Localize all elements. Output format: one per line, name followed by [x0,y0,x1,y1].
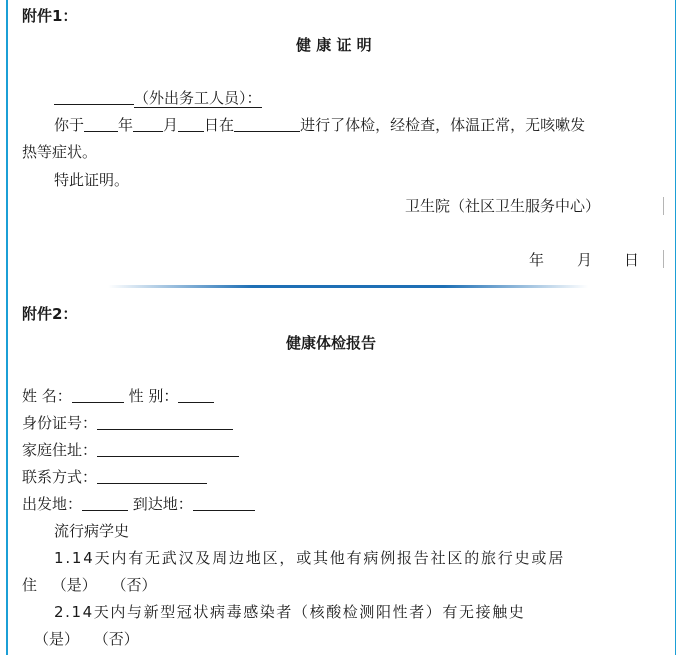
exam-year-word: 年 [118,116,134,134]
exam-result-text: 进行了体检，经检查，体温正常，无咳嗽发 [300,116,586,134]
attachment2-label: 附件2： [22,305,78,323]
id-line [22,412,233,433]
id-blank [97,414,233,430]
address-label: 家庭住址： [22,441,98,459]
id-label: 身份证号： [22,414,98,432]
contact-blank [97,468,207,484]
exam-month-word: 月 [163,116,179,134]
closing-text: 特此证明。 [54,171,130,189]
exam-sentence-continued: 热等症状。 [22,143,98,161]
frame-left-border [6,0,8,655]
margin-tick [663,250,664,268]
contact-label: 联系方式： [22,468,98,486]
route-line [22,493,255,514]
from-blank [82,495,128,511]
issuer-text: 卫生院（社区卫生服务中心） [405,197,601,215]
date-year: 年 [529,251,545,269]
exam-you-at: 你于 [54,116,85,134]
day-blank [178,116,204,132]
margin-tick [663,197,664,215]
address-line [22,439,239,460]
date-line [529,249,639,270]
question1-line2: 住 （是） （否） [22,576,157,594]
section-divider [108,285,588,288]
address-blank [97,441,239,457]
name-gender-line [22,385,214,406]
gender-blank [178,387,214,403]
frame-right-border [675,0,676,655]
epidemiology-heading: 流行病学史 [54,522,130,540]
addressee-suffix: （外出务工人员）： [134,89,262,107]
year-blank [84,116,118,132]
name-label: 姓 名： [22,387,72,405]
question2-line2: （是） （否） [34,630,139,648]
from-label: 出发地： [22,495,83,513]
name-blank [72,387,124,403]
addressee-line [54,87,262,108]
date-month: 月 [577,251,593,269]
month-blank [133,116,163,132]
date-day: 日 [624,251,640,269]
place-blank [234,116,300,132]
gender-label: 性 别： [128,387,179,405]
question1-line1: 1.14天内有无武汉及周边地区，或其他有病例报告社区的旅行史或居 [54,549,566,567]
exam-day-at: 日在 [204,116,235,134]
exam-sentence [54,114,585,135]
attachment2-title: 健康体检报告 [286,334,377,352]
contact-line [22,466,207,487]
addressee-blank [54,89,134,105]
to-blank [193,495,255,511]
question2-line1: 2.14天内与新型冠状病毒感染者（核酸检测阳性者）有无接触史 [54,603,526,621]
to-label: 到达地： [132,495,193,513]
attachment1-label: 附件1： [22,7,78,25]
attachment1-title: 健 康 证 明 [296,36,372,54]
